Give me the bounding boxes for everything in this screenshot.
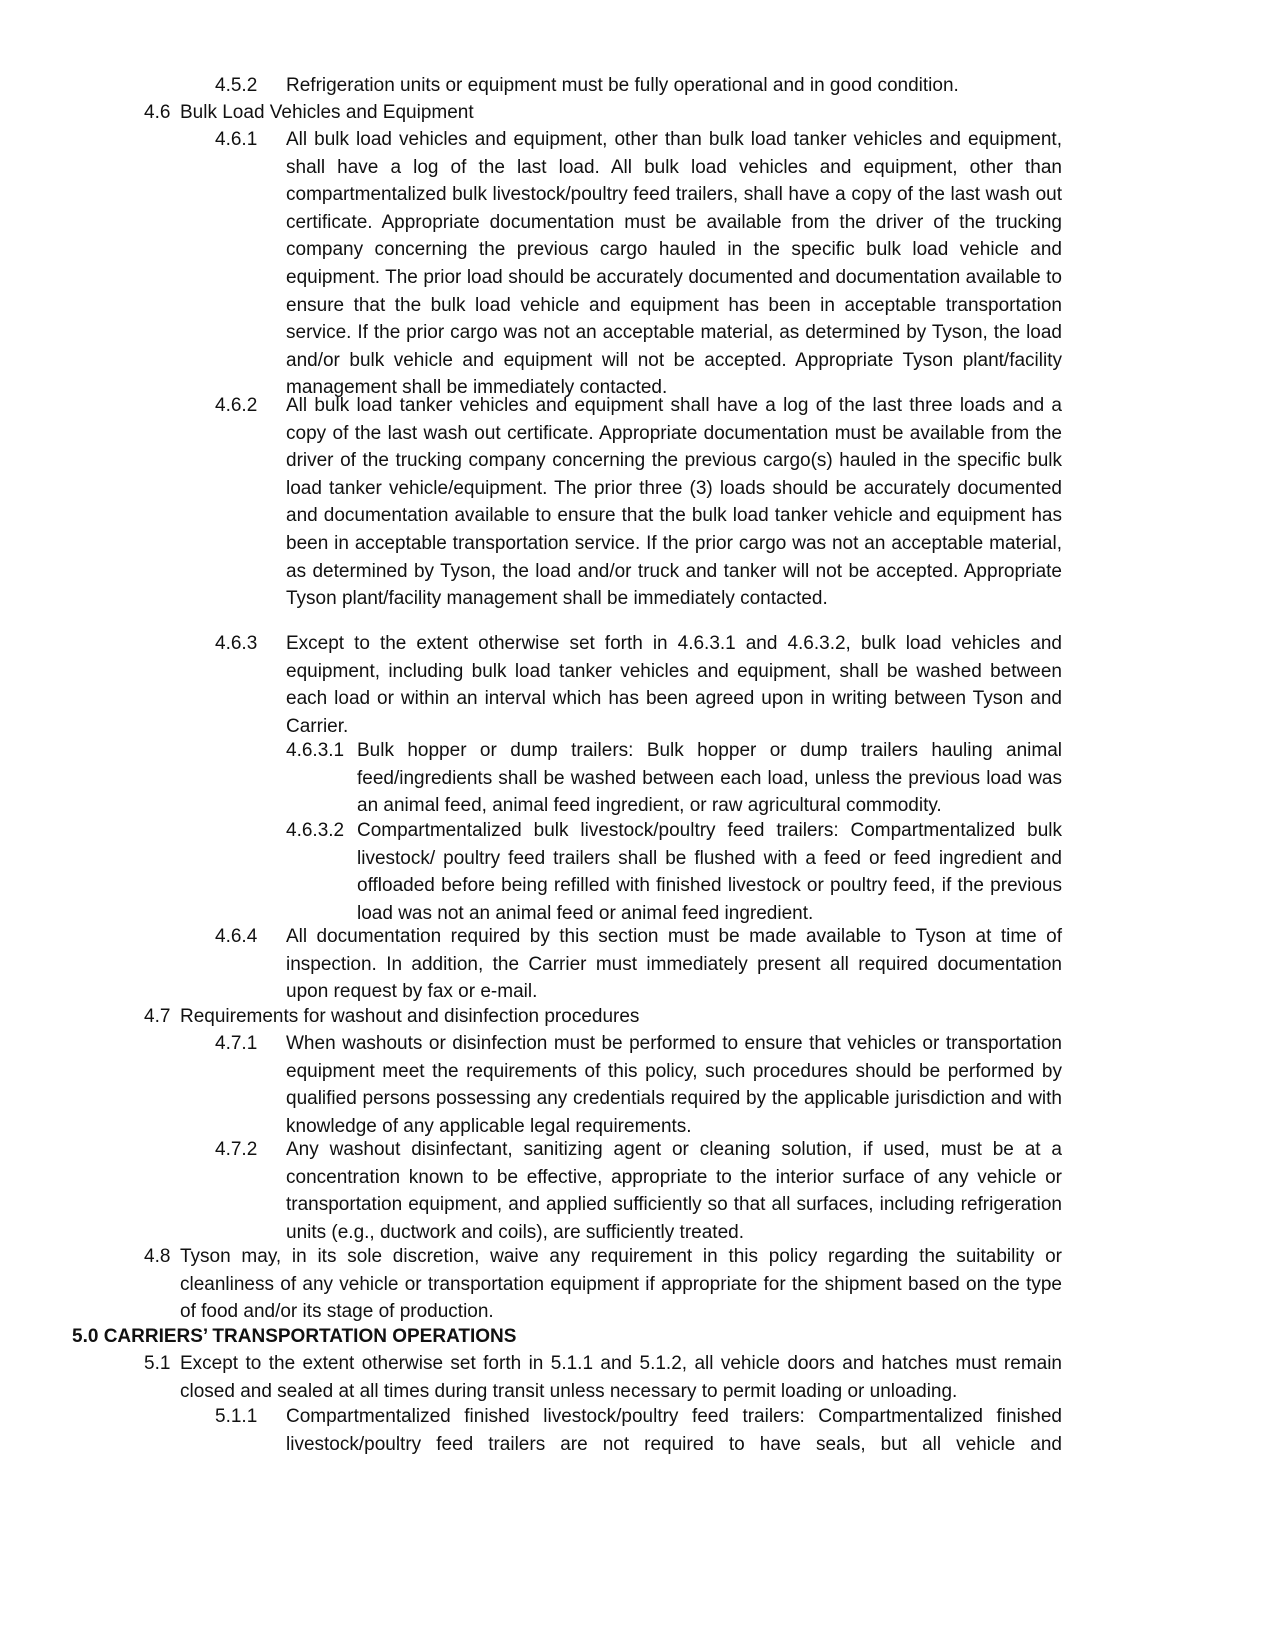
clause-text-5-1: Except to the extent otherwise set forth in 5.1.1 and 5.1.2, all vehicle doors and hatches must remain closed and sealed at all times during transit unless necessary to permit loading or unloading. [180, 1353, 1062, 1402]
clause-number-4-6: 4.6 [144, 102, 171, 123]
clause-text-5-1-1: Compartmentalized finished livestock/poultry feed trailers: Compartmentalized finished livestock/poultry feed trailers are not required to have seals, but all vehicle and [286, 1406, 1062, 1455]
clause-text-4-6-3-2: Compartmentalized bulk livestock/poultry feed trailers: Compartmentalized bulk livestock/ poultry feed trailers shall be flushed with a feed or feed ingredient and offloaded before being refilled with finished livestock or poultry feed, if the previous load was not an animal feed or animal feed ingredient. [357, 820, 1062, 924]
clause-text-4-6-3-1: Bulk hopper or dump trailers: Bulk hopper or dump trailers hauling animal feed/ingredients shall be washed between each load, unless the previous load was an animal feed, animal feed ingredient, or raw agricultural commodity. [357, 740, 1062, 817]
clause-number-4-8: 4.8 [144, 1246, 171, 1267]
clause-text-4-6: Bulk Load Vehicles and Equipment [180, 102, 474, 123]
clause-text-4-6-1: All bulk load vehicles and equipment, other than bulk load tanker vehicles and equipment, shall have a log of the last load. All bulk load vehicles and equipment, other than compartmentalized bulk livestock/poultry feed trailers, shall have a copy of the last wash out certificate. Appropriate documentation must be available from the driver of the trucking company concerning the previous cargo hauled in the specific bulk load vehicle and equipment. The prior load should be accurately documented and documentation available to ensure that the bulk load vehicle and equipment has been in acceptable transportation service. If the prior cargo was not an acceptable material, as determined by Tyson, the load and/or bulk vehicle and equipment will not be accepted. Appropriate Tyson plant/facility management shall be immediately contacted. [286, 129, 1062, 399]
clause-number-4-6-1: 4.6.1 [215, 129, 258, 150]
clause-text-4-6-2: All bulk load tanker vehicles and equipment shall have a log of the last three loads and a copy of the last wash out certificate. Appropriate documentation must be available from the driver of the trucking company concerning the previous cargo(s) hauled in the specific bulk load tanker vehicle/equipment. The prior three (3) loads should be accurately documented and documentation available to ensure that the bulk load tanker vehicle and equipment has been in acceptable transportation service. If the prior cargo was not an acceptable material, as determined by Tyson, the load and/or truck and tanker will not be accepted. Appropriate Tyson plant/facility management shall be immediately contacted. [286, 395, 1062, 610]
clause-number-5-1-1: 5.1.1 [215, 1406, 258, 1427]
clause-text-4-6-3: Except to the extent otherwise set forth in 4.6.3.1 and 4.6.3.2, bulk load vehicles and equipment, including bulk load tanker vehicles and equipment, shall be washed between each load or within an interval which has been agreed upon in writing between Tyson and Carrier. [286, 633, 1062, 737]
clause-text-4-6-4: All documentation required by this section must be made available to Tyson at time of inspection. In addition, the Carrier must immediately present all required documentation upon request by fax or e-mail. [286, 926, 1062, 1003]
clause-number-4-6-3: 4.6.3 [215, 633, 258, 654]
clause-number-4-6-4: 4.6.4 [215, 926, 258, 947]
clause-number-4-6-2: 4.6.2 [215, 395, 258, 416]
clause-text-4-7: Requirements for washout and disinfection procedures [180, 1006, 640, 1027]
clause-text-4-7-2: Any washout disinfectant, sanitizing agent or cleaning solution, if used, must be at a concentration known to be effective, appropriate to the interior surface of any vehicle or transportation equipment, and applied sufficiently so that all surfaces, including refrigeration units (e.g., ductwork and coils), are sufficiently treated. [286, 1139, 1062, 1243]
clause-number-5-1: 5.1 [144, 1353, 171, 1374]
clause-number-4-5-2: 4.5.2 [215, 75, 258, 96]
clause-text-4-8: Tyson may, in its sole discretion, waive any requirement in this policy regarding the suitability or cleanliness of any vehicle or transportation equipment if appropriate for the shipment based on the type of food and/or its stage of production. [180, 1246, 1062, 1323]
clause-number-4-6-3-2: 4.6.3.2 [286, 820, 345, 841]
clause-text-4-7-1: When washouts or disinfection must be performed to ensure that vehicles or transportation equipment meet the requirements of this policy, such procedures should be performed by qualified persons possessing any credentials required by the applicable jurisdiction and with knowledge of any applicable legal requirements. [286, 1033, 1062, 1137]
clause-text-4-5-2: Refrigeration units or equipment must be fully operational and in good condition. [286, 75, 959, 96]
clause-number-4-7: 4.7 [144, 1006, 171, 1027]
clause-number-4-7-2: 4.7.2 [215, 1139, 258, 1160]
clause-number-4-7-1: 4.7.1 [215, 1033, 258, 1054]
section-heading-5-0: 5.0 CARRIERS’ TRANSPORTATION OPERATIONS [72, 1326, 517, 1347]
clause-number-4-6-3-1: 4.6.3.1 [286, 740, 345, 761]
